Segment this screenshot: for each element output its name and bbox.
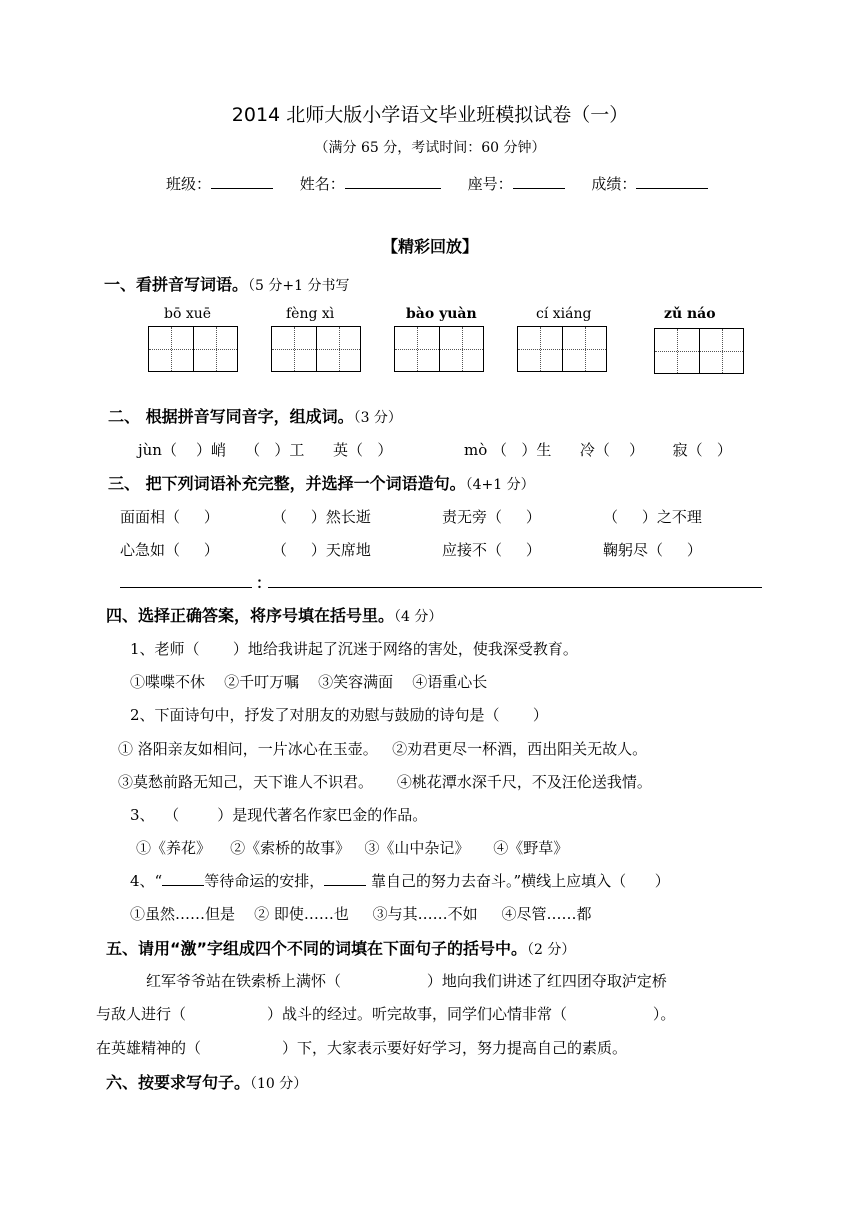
q4-title: 四、选择正确答案，将序号填在括号里。 — [106, 606, 395, 625]
pinyin-1: bō xuē — [164, 306, 212, 322]
class-blank[interactable] — [211, 174, 273, 189]
q4-heading — [106, 603, 442, 626]
q4-s2-options-1: ① 洛阳亲友如相问，一片冰心在玉壶。 ②劝君更尽一杯酒，西出阳关无故人。 — [118, 740, 648, 758]
q6-heading — [106, 1070, 307, 1093]
q5-para-line-2: 与敌人进行（ ）战斗的经过。听完故事，同学们心情非常（ ）。 — [96, 1005, 676, 1023]
q3-row2-item3: 应接不（ ） — [442, 541, 541, 559]
seat-label: 座号： — [467, 175, 513, 193]
q6-points: （10 分） — [250, 1076, 308, 1092]
student-info-row — [166, 173, 708, 194]
q2-title: 二、 根据拼音写同音字，组成词。 — [108, 407, 354, 426]
section-heading: 【精彩回放】 — [381, 237, 478, 256]
q1-heading — [104, 272, 349, 295]
pinyin-5: zǔ náo — [664, 306, 716, 322]
q2-line-1: jùn（ ）峭 （ ）工 英（ ） — [138, 441, 393, 459]
class-label: 班级： — [166, 175, 212, 193]
q1-title: 一、看拼音写词语。 — [104, 275, 249, 294]
q4-s4-part1: 4、“ — [130, 872, 163, 890]
q3-row1-item1: 面面相（ ） — [120, 508, 219, 526]
q5-heading — [106, 936, 575, 959]
q4-s4-part2: 等待命运的安排， — [204, 872, 325, 890]
seat-blank[interactable] — [513, 174, 565, 189]
q3-points: （4+1 分） — [465, 477, 535, 493]
q2-points: （3 分） — [353, 410, 402, 426]
q3-row1-item3: 责无旁（ ） — [442, 508, 541, 526]
pinyin-2: fèng xì — [286, 306, 335, 322]
exam-title: 2014 北师大版小学语文毕业班模拟试卷（一） — [231, 104, 629, 126]
q4-s3: 3、 （ ）是现代著名作家巴金的作品。 — [130, 806, 428, 824]
name-blank[interactable] — [345, 174, 441, 189]
q3-sentence-blank[interactable] — [268, 586, 762, 588]
q3-row2-item1: 心急如（ ） — [120, 541, 219, 559]
q6-title: 六、按要求写句子。 — [106, 1073, 251, 1092]
q1-points: （5 分+1 分书写 — [248, 278, 350, 294]
writing-grid-1[interactable] — [148, 326, 238, 372]
q2-heading — [108, 404, 402, 427]
q2-line-2: mò （ ）生 冷（ ） 寂（ ） — [464, 441, 732, 459]
q3-title: 三、 把下列词语补充完整，并选择一个词语造句。 — [108, 474, 466, 493]
q4-s2: 2、下面诗句中，抒发了对朋友的劝慰与鼓励的诗句是（ ） — [130, 706, 548, 724]
name-label: 姓名： — [299, 175, 345, 193]
writing-grid-3[interactable] — [394, 326, 484, 372]
pinyin-3: bào yuàn — [406, 306, 477, 322]
q5-para-line-3: 在英雄精神的（ ）下，大家表示要好好学习，努力提高自己的素质。 — [96, 1039, 628, 1057]
pinyin-4: cí xiáng — [536, 306, 592, 322]
score-label: 成绩： — [591, 175, 637, 193]
q4-s1: 1、老师（ ）地给我讲起了沉迷于网络的害处，使我深受教育。 — [130, 640, 578, 658]
q3-row1-item2: （ ）然长逝 — [272, 508, 371, 526]
writing-grid-4[interactable] — [517, 326, 607, 372]
writing-grid-5[interactable] — [654, 328, 744, 374]
q4-s4 — [130, 870, 670, 891]
writing-grid-2[interactable] — [271, 326, 361, 372]
q3-row1-item4: （ ）之不理 — [603, 508, 702, 526]
q3-row2-item2: （ ）天席地 — [272, 541, 371, 559]
q4-s4-blank1[interactable] — [162, 873, 204, 886]
q3-row2-item4: 鞠躬尽（ ） — [603, 541, 702, 559]
q4-points: （4 分） — [394, 609, 443, 625]
score-blank[interactable] — [636, 174, 708, 189]
q4-s4-blank2[interactable] — [324, 873, 366, 886]
q4-s2-options-2: ③莫愁前路无知己，天下谁人不识君。 ④桃花潭水深千尺，不及汪伦送我情。 — [118, 773, 652, 791]
q4-s4-options: ①虽然……但是 ② 即使……也 ③与其……不如 ④尽管……都 — [130, 905, 592, 923]
exam-subtitle: （满分 65 分，考试时间：60 分钟） — [314, 140, 546, 156]
q5-para-line-1: 红军爷爷站在铁索桥上满怀（ ）地向我们讲述了红四团夺取泸定桥 — [146, 972, 667, 990]
q5-points: （2 分） — [527, 942, 576, 958]
q4-s3-options: ①《养花》 ②《索桥的故事》 ③《山中杂记》 ④《野草》 — [136, 839, 569, 857]
q3-colon: ： — [256, 574, 272, 592]
q4-s1-options: ①喋喋不休 ②千叮万嘱 ③笑容满面 ④语重心长 — [130, 673, 488, 691]
q3-word-blank[interactable] — [120, 586, 252, 588]
q4-s4-part3: 靠自己的努力去奋斗。”横线上应填入（ ） — [366, 872, 670, 890]
q3-heading — [108, 471, 535, 494]
q5-title: 五、请用“激”字组成四个不同的词填在下面句子的括号中。 — [106, 939, 528, 958]
